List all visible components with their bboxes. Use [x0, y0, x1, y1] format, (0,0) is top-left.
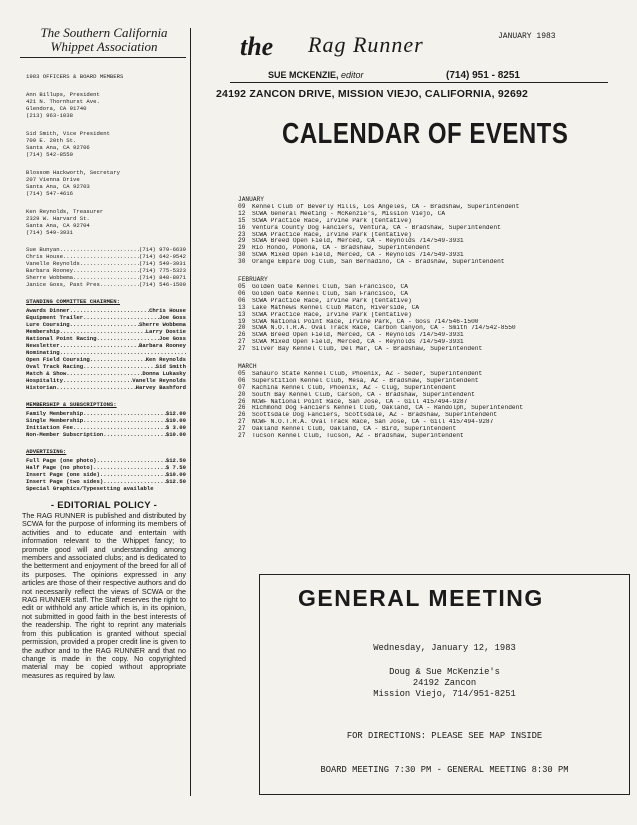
dot-leader	[103, 478, 166, 485]
editorial-body: The RAG RUNNER is published and distributed by SCWA for the purpose of informing its members of activities and to educate and entertain with information relevant to the Whippet fancy; to promote good will and understanding among members and associated clubs; and is dedicated to the betterment and enjoyment of the breed for all of its purposes. The opinions expressed in any articles are those of their respective authors and do not necessarily reflect the views of SCWA or the RAG RUNNER staff. The Staff reserves the right to edit or withhold any article which is, in its opinion, not submitted in good faith in the best interests of the readership. The right to reprint any materials from this publication is granted without special permission, provided a proper credit line is given to the author and to the RAG RUNNER and that no change is made in the copy. No copyrighted material may be copied without appropriate measures as required by law.	[22, 511, 186, 680]
event-row	[238, 298, 630, 305]
event-text: SCWA Practice Race, Irvine Park (tentative)	[252, 311, 412, 318]
event-row	[238, 419, 630, 426]
committee-row-value: Joe Goss	[159, 335, 186, 342]
dot-leader	[73, 424, 166, 431]
event-row	[238, 291, 630, 298]
event-day: 19	[238, 317, 246, 325]
membership-row-label: Single Membership	[26, 417, 84, 424]
event-row	[238, 412, 630, 419]
membership-row	[26, 424, 186, 431]
event-day: 20	[238, 390, 246, 398]
month-name: FEBRUARY	[238, 276, 268, 284]
dot-leader	[83, 363, 156, 370]
dot-leader	[60, 342, 139, 349]
masthead-divider	[230, 82, 608, 83]
dot-leader	[83, 410, 166, 417]
event-text: NCWF N.O.T.R.A. Oval Track Race, San Jose, CA - Gill 415/494-9287	[252, 419, 494, 426]
event-text: SCWA Practice Race, Irvine Park (tentative)	[252, 217, 412, 224]
committee-row	[26, 328, 186, 335]
editor-phone: (714) 951 - 8251	[446, 70, 520, 81]
committee-row	[26, 342, 186, 349]
event-row	[238, 305, 630, 312]
dot-leader	[83, 417, 166, 424]
committee-row	[26, 335, 186, 342]
membership-row-value: $10.00	[165, 417, 186, 424]
event-day: 15	[238, 216, 246, 224]
committee-row-value: Harvey Bashford	[135, 384, 186, 391]
officer-line: (714) 549-3931	[26, 229, 73, 236]
committee-row	[26, 349, 186, 356]
event-day: 05	[238, 282, 246, 290]
event-day: 06	[238, 376, 246, 384]
event-row	[238, 245, 630, 252]
event-row	[238, 346, 630, 353]
calendar-events	[238, 197, 630, 440]
advertising-note: Special Graphics/Typesetting available	[26, 485, 154, 492]
event-day: 29	[238, 237, 246, 245]
event-text: SCWA Mixed Open Field, Merced, CA - Reynolds 714/549-3931	[252, 339, 464, 346]
board-member-name: Sue Bunyan	[26, 246, 60, 253]
dot-leader	[90, 356, 146, 363]
meeting-date: Wednesday, January 12, 1983	[373, 643, 516, 653]
event-day: 27	[238, 418, 246, 426]
officer-line: Ken Reynolds, Treasurer	[26, 208, 104, 215]
event-row	[238, 238, 630, 245]
committee-row-label: Oval Track Racing	[26, 363, 84, 370]
event-row	[238, 204, 630, 211]
editor-role: editor	[341, 70, 364, 80]
officers-list	[8, 91, 186, 236]
event-row	[238, 218, 630, 225]
meeting-host: Doug & Sue McKenzie's	[389, 667, 500, 677]
advertising-row-value: $ 7.50	[165, 464, 186, 471]
officer-line: (714) 547-4616	[26, 190, 73, 197]
masthead	[210, 26, 630, 106]
event-text: Richmond Dog Fanciers Kennel Club, Oakland, CA - Randolph, Superintendent	[252, 405, 524, 412]
advertising-row	[26, 471, 186, 478]
organization-name-line2: Whippet Association	[50, 39, 158, 54]
calendar-month	[238, 277, 630, 353]
event-day: 06	[238, 289, 246, 297]
advertising-row	[26, 457, 186, 464]
officer-line: Ann Billups, President	[26, 91, 100, 98]
event-row	[238, 433, 630, 440]
board-member-phone: (714) 546-1500	[139, 281, 186, 288]
calendar-month	[238, 197, 630, 266]
event-text: Kachina Kennel Club, Phoenix, AZ - Clug, Superintendent	[252, 384, 457, 391]
event-day: 13	[238, 310, 246, 318]
officer-line: Santa Ana, CA 92704	[26, 222, 90, 229]
dot-leader	[70, 307, 149, 314]
event-text: Scottsdale Dog Fanciers, Scottsdale, AZ - Bradshaw, Superintendent	[252, 412, 498, 419]
advertising-row-label: Insert Page (two sides)	[26, 478, 104, 485]
committee-row-value: Larry Dostie	[145, 328, 186, 335]
advertising-row-label: Full Page (one photo)	[26, 457, 97, 464]
advertising-row	[26, 464, 186, 471]
event-text: Orange Empire Dog Club, San Bernadino, CA - Bradshaw, Superintendent	[252, 259, 505, 266]
committee-title: STANDING COMMITTEE CHAIRMEN:	[26, 298, 120, 305]
left-sidebar	[8, 26, 186, 796]
event-text: Ventura County Dog Fanciers, Ventura, CA - Bradshaw, Superintendent	[252, 224, 501, 231]
board-member-phone: (714) 549-3931	[139, 260, 186, 267]
event-day: 20	[238, 324, 246, 332]
membership-row-label: Non-Member Subscription	[26, 431, 104, 438]
event-text: SCWA N.O.T.R.A. Oval Track Race, Carbon Canyon, CA - Smith 714/542-8550	[252, 325, 516, 332]
committee-row	[26, 370, 186, 377]
board-member-row	[26, 274, 186, 281]
event-row	[238, 232, 630, 239]
event-text: Silver Bay Kennel Club, Del Mar, CA - Bradshaw, Superintendent	[252, 346, 483, 353]
officer-line: (213) 963-1038	[26, 112, 73, 119]
dot-leader	[103, 431, 166, 438]
membership-row-value: $ 3.00	[165, 424, 186, 431]
event-text: Sahauro State Kennel Club, Phoenix, AZ - Seder, Superintendent	[252, 370, 483, 377]
event-day: 23	[238, 230, 246, 238]
membership-row-value: $12.00	[165, 410, 186, 417]
committee-row	[26, 321, 186, 328]
board-member-phone: (714) 848-8971	[139, 274, 186, 281]
committee-row-label: Hospitality	[26, 377, 63, 384]
committee-row-label: Nominating	[26, 349, 60, 356]
event-text: Golden Gate Kennel Club, San Francisco, CA	[252, 283, 408, 290]
event-text: NCWF National Point Race, San Jose, CA - Gill 415/494-9287	[252, 398, 468, 405]
event-text: Golden Gate Kennel Club, San Francisco, CA	[252, 290, 408, 297]
dot-leader	[56, 384, 135, 391]
board-member-name: Barbara Rooney	[26, 267, 73, 274]
event-row	[238, 392, 630, 399]
advertising-row-value: $10.00	[165, 471, 186, 478]
board-member-row	[26, 260, 186, 267]
committee-row-label: Lure Coursing	[26, 321, 70, 328]
organization-name	[22, 26, 186, 54]
event-text: Lake Mathews Kennel Club Match, Riverside, CA	[252, 304, 420, 311]
column-divider	[190, 28, 191, 796]
advertising-row-label: Insert Page (one side)	[26, 471, 100, 478]
dot-leader	[60, 328, 146, 335]
dot-leader	[66, 370, 142, 377]
committee-row-value: Donna Lukasky	[142, 370, 186, 377]
event-day: 27	[238, 338, 246, 346]
committee-row-value: Joe Goss	[159, 314, 186, 321]
event-row	[238, 371, 630, 378]
organization-name-line1: The Southern California	[40, 25, 168, 40]
month-name: MARCH	[238, 363, 257, 371]
committee-row	[26, 384, 186, 391]
event-day: 29	[238, 244, 246, 252]
committee-row-value: Ken Reynolds	[145, 356, 186, 363]
masthead-title: Rag Runner	[308, 32, 424, 57]
dot-leader	[63, 253, 139, 260]
event-day: 26	[238, 411, 246, 419]
meeting-location	[260, 667, 629, 700]
dot-leader	[60, 246, 139, 253]
event-text: SCWA National Point Race, Irvine Park, CA - Goss 714/546-1500	[252, 318, 479, 325]
event-row	[238, 284, 630, 291]
event-day: 07	[238, 383, 246, 391]
board-member-phone: (714) 979-6639	[139, 246, 186, 253]
event-row	[238, 319, 630, 326]
dot-leader	[97, 457, 166, 464]
board-member-row	[26, 281, 186, 288]
event-text: SCWA Practice Race, Irvine Park (tentative)	[252, 297, 412, 304]
officer-line: Sid Smith, Vice President	[26, 130, 110, 137]
event-day: 16	[238, 223, 246, 231]
board-phone-list	[26, 246, 186, 288]
board-member-name: Janice Goss, Past Pres.	[26, 281, 104, 288]
event-text: Tucson Kennel Club, Tucson, AZ - Bradshaw, Superintendent	[252, 433, 464, 440]
event-text: SCWA Breed Open Field, Merced, CA - Reynolds 714/549-3931	[252, 238, 464, 245]
committee-row	[26, 314, 186, 321]
event-day: 27	[238, 432, 246, 440]
event-day: 26	[238, 331, 246, 339]
committee-row-value: Chris House	[149, 307, 186, 314]
event-day: 26	[238, 404, 246, 412]
committee-row-value: Barbara Rooney	[139, 342, 186, 349]
membership-list	[26, 410, 186, 438]
event-row	[238, 225, 630, 232]
membership-title: MEMBERSHIP & SUBSCRIPTIONS:	[26, 401, 117, 408]
board-member-name: Chris House	[26, 253, 63, 260]
advertising-list	[26, 457, 186, 485]
officer-line: 207 Vienna Drive	[26, 176, 80, 183]
meeting-directions: FOR DIRECTIONS: PLEASE SEE MAP INSIDE	[346, 731, 543, 741]
event-row	[238, 259, 630, 266]
officer-line: 709 E. 20th St.	[26, 137, 77, 144]
membership-row	[26, 431, 186, 438]
committee-row	[26, 377, 186, 384]
officer-block	[26, 130, 186, 158]
event-day: 26	[238, 397, 246, 405]
board-member-phone: (714) 642-9542	[139, 253, 186, 260]
officer-line: Santa Ana, CA 92706	[26, 144, 90, 151]
advertising-row-value: $12.50	[165, 457, 186, 464]
event-day: 12	[238, 209, 246, 217]
advertising-row-label: Half Page (no photo)	[26, 464, 94, 471]
dot-leader	[73, 267, 139, 274]
committee-row-value: Sherre Wobbema	[139, 321, 186, 328]
event-row	[238, 332, 630, 339]
month-name: JANUARY	[238, 196, 264, 203]
event-day: 27	[238, 425, 246, 433]
editor-credit	[268, 70, 364, 80]
committee-row-label: National Point Racing	[26, 335, 97, 342]
membership-row	[26, 410, 186, 417]
advertising-row-value: $12.50	[165, 478, 186, 485]
event-row	[238, 399, 630, 406]
board-member-row	[26, 253, 186, 260]
dot-leader	[97, 335, 160, 342]
board-member-name: Sherre Wobbema	[26, 274, 73, 281]
committee-row	[26, 356, 186, 363]
event-day: 06	[238, 296, 246, 304]
event-row	[238, 312, 630, 319]
dot-leader	[103, 281, 139, 288]
event-text: SCWA Breed Open Field, Merced, CA - Reynolds 714/549-3931	[252, 332, 464, 339]
event-day: 30	[238, 251, 246, 259]
event-row	[238, 405, 630, 412]
officer-block	[26, 91, 186, 119]
event-day: 27	[238, 345, 246, 353]
dot-leader	[73, 274, 139, 281]
committee-row-label: Match & Show	[26, 370, 67, 377]
event-row	[238, 211, 630, 218]
meeting-times: BOARD MEETING 7:30 PM - GENERAL MEETING 8:30 PM	[320, 765, 569, 775]
membership-row-label: Initiation Fee	[26, 424, 73, 431]
meeting-street: 24192 Zancon	[412, 678, 477, 688]
officer-line: Glendora, CA 91740	[26, 105, 87, 112]
editorial-heading: - EDITORIAL POLICY -	[50, 500, 158, 511]
officer-line: Santa Ana, CA 92703	[26, 183, 90, 190]
dot-leader	[83, 314, 159, 321]
editor-name: SUE MCKENZIE,	[268, 70, 339, 80]
dot-leader	[70, 321, 139, 328]
committee-row-label: Open Field Coursing	[26, 356, 90, 363]
board-member-row	[26, 246, 186, 253]
event-row	[238, 252, 630, 259]
dot-leader	[93, 464, 166, 471]
dot-leader	[63, 377, 132, 384]
membership-row	[26, 417, 186, 424]
event-text: SCWA Practice Race, Irvine Park (tentative)	[252, 231, 412, 238]
committee-row	[26, 307, 186, 314]
committee-row-value: Sid Smith	[155, 363, 186, 370]
event-row	[238, 325, 630, 332]
event-day: 09	[238, 202, 246, 210]
committee-row-label: Historian	[26, 384, 57, 391]
event-text: Kennel Club of Beverly Hills, Los Angeles, CA - Bradshaw, Superintendent	[252, 203, 520, 210]
officer-block	[26, 169, 186, 197]
event-day: 05	[238, 369, 246, 377]
membership-row-value: $10.00	[165, 431, 186, 438]
committee-row-label: Equipment Trailer	[26, 314, 84, 321]
advertising-row	[26, 478, 186, 485]
editorial-title: EDITORIAL POLICY	[57, 500, 151, 511]
dot-leader	[80, 260, 139, 267]
event-row	[238, 339, 630, 346]
committee-list	[26, 307, 186, 391]
board-member-phone: (714) 775-5323	[139, 267, 186, 274]
calendar-month	[238, 364, 630, 440]
event-day: 30	[238, 258, 246, 266]
event-day: 13	[238, 303, 246, 311]
event-text: Oakland Kennel Club, Oakland, CA - Bird, Superintendent	[252, 426, 457, 433]
officer-line: Blossom Hackworth, Secretary	[26, 169, 120, 176]
committee-row-value: Vanelle Reynolds	[132, 377, 186, 384]
editor-address: 24192 ZANCON DRIVE, MISSION VIEJO, CALIFORNIA, 92692	[216, 88, 529, 100]
membership-row-label: Family Membership	[26, 410, 84, 417]
event-text: SCWA Mixed Open Field, Merced, CA - Reynolds 714/549-3931	[252, 252, 464, 259]
board-member-row	[26, 267, 186, 274]
event-row	[238, 378, 630, 385]
event-text: Superstition Kennel Club, Mesa, AZ - Bradshaw, Superintendent	[252, 377, 479, 384]
meeting-city: Mission Viejo, 714/951-8251	[373, 689, 516, 699]
event-row	[238, 426, 630, 433]
general-meeting-box	[259, 574, 630, 795]
officers-title: 1983 OFFICERS & BOARD MEMBERS	[26, 73, 124, 80]
officer-line: 421 N. Thornhurst Ave.	[26, 98, 100, 105]
officer-line: (714) 542-8550	[26, 151, 73, 158]
officer-block	[26, 208, 186, 236]
event-text: SCWA General Meeting - McKenzie's, Mission Viejo, CA	[252, 210, 446, 217]
calendar-title: CALENDAR OF EVENTS	[282, 118, 569, 150]
committee-row	[26, 363, 186, 370]
board-member-name: Vanelle Reynolds	[26, 260, 80, 267]
dot-leader	[100, 471, 166, 478]
general-meeting-title: GENERAL MEETING	[298, 585, 544, 611]
committee-row-label: Awards Dinner	[26, 307, 70, 314]
advertising-title: ADVERTISING:	[26, 448, 67, 455]
committee-row-label: Newsletter	[26, 342, 60, 349]
committee-row-label: Membership	[26, 328, 60, 335]
masthead-the: the	[240, 32, 274, 61]
event-text: South Bay Kennel Club, Carson, CA - Bradshaw, Superintendent	[252, 391, 475, 398]
officer-line: 2329 W. Harvard St.	[26, 215, 90, 222]
event-text: Rio Hondo, Pomona, CA - Bradshaw, Superintendent	[252, 245, 431, 252]
issue-date: JANUARY 1983	[498, 32, 556, 41]
organization-divider	[20, 57, 186, 58]
event-row	[238, 385, 630, 392]
dot-leader	[60, 349, 186, 356]
